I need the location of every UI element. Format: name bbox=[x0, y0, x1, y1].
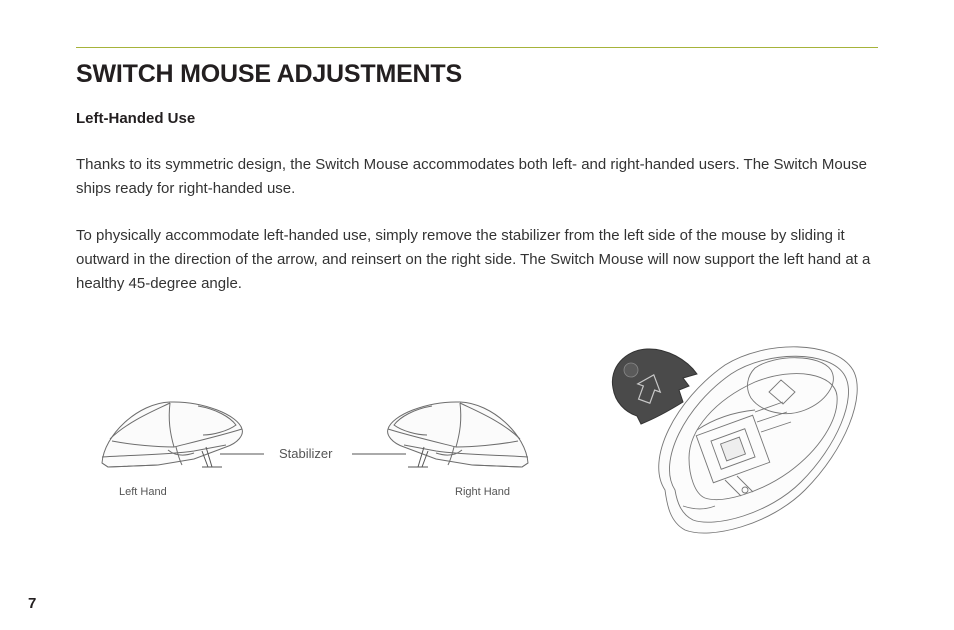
paragraph-intro: Thanks to its symmetric design, the Switch Mouse accommodates both left- and right-handed users. The Switch Mouse ships ready for right-handed use. bbox=[76, 156, 867, 197]
page-number: 7 bbox=[28, 595, 37, 612]
mouse-side-left-illustration bbox=[98, 395, 248, 475]
header-rule bbox=[76, 47, 878, 48]
stabilizer-label: Stabilizer bbox=[279, 446, 333, 461]
page-title: SWITCH MOUSE ADJUSTMENTS bbox=[76, 60, 462, 88]
stabilizer-piece-illustration bbox=[607, 346, 703, 426]
right-hand-label: Right Hand bbox=[455, 486, 511, 498]
left-hand-label: Left Hand bbox=[119, 486, 167, 498]
mouse-side-right-illustration bbox=[382, 395, 532, 475]
section-subtitle: Left-Handed Use bbox=[76, 110, 196, 127]
paragraph-instructions: To physically accommodate left-handed use, simply remove the stabilizer from the left side of the mouse by sliding it outward in the direction of the arrow, and reinsert on the right side. The Switch Mouse will now support the left hand at a healthy 45-degree angle. bbox=[76, 227, 871, 292]
